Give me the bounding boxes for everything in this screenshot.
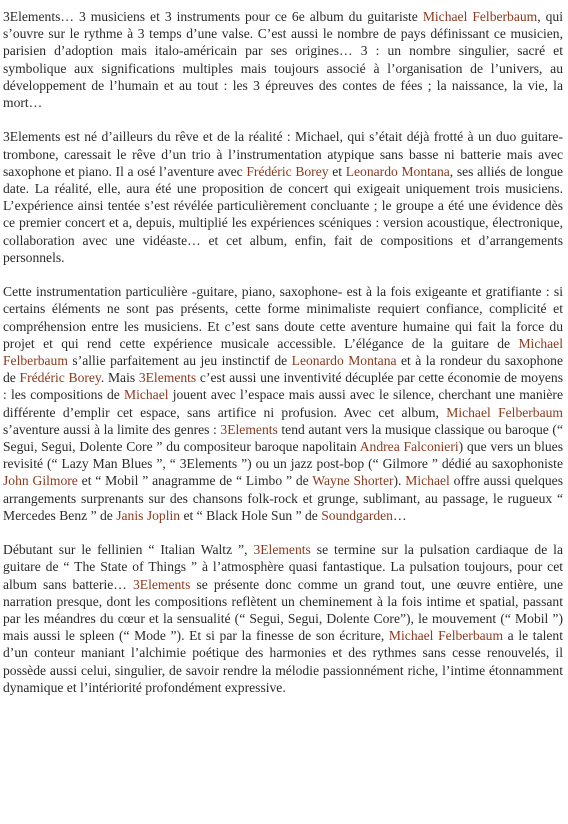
artist-link[interactable]: Michael Felberbaum [388,628,504,644]
paragraph-text: Débutant sur le fellinien “ Italian Waltz ”, [3,542,254,558]
artist-link[interactable]: Michael Felberbaum [3,335,563,369]
paragraph-text: se termine sur la pulsation cardiaque de la guitare de “ The State of Things ” à l’atmosphère quasi fantastique. La pulsation toujours, pour cet album sans batterie… [3,542,563,592]
paragraph-text: , ses alliés de longue date. La réalité, elle, aura été une proposition de concert qui exigeait uniquement trois musiciens. L’expérience ainsi tentée s’est révélée particulièrement concluante ; le groupe a été une évidence dès ce premier concert et a, depuis, multiplié les expériences scéniques : version acoustique, électronique, collaboration avec une vidéaste… et cet album, enfin, fait de compositions et d’arrangements personnels. [3,163,563,265]
artist-link[interactable]: Leonardo Montana [345,163,450,179]
artist-link[interactable]: Michael [405,473,450,489]
artist-link[interactable]: Michael Felberbaum [446,404,563,420]
article-body [3,8,563,713]
paragraph-text: se présente donc comme un grand tout, une œuvre entière, une narration presque, dont les compositions reflètent un cheminement à la fois intime et spatial, passant par les méandres du cœur et la sensualité (“ Segui, Segui, Dolente Core”), le mouvement (“ Mobil ”) mais aussi le spleen (“ Mode ”). Et si par la finesse de son écriture, [3,576,563,644]
artist-link[interactable]: Frédéric Borey [246,163,329,179]
paragraph [3,128,563,266]
paragraph-text: Cette instrumentation particulière -guitare, piano, saxophone- est à la fois exigeante et gratifiante : si certains éléments ne sont pas présents, cette forme minimaliste requiert confiance, complicité et compréhension entre les musiciens. Et c’est sans doute cette aventure humaine qui fait la force du projet et qui rend cette expérience musicale accessible. L’élégance de la guitare de [3,284,563,351]
artist-link[interactable]: Soundgarden [321,507,393,523]
paragraph-text: et “ Black Hole Sun ” de [180,507,322,523]
paragraph-text: offre aussi quelques arrangements surprenants sur des chansons folk-rock et grunge, sublimant, au passage, le rugueux “ Mercedes Benz ” de [3,473,564,523]
artist-link[interactable]: 3Elements [220,421,278,437]
paragraph-text: 3Elements… 3 musiciens et 3 instruments pour ce 6e album du guitariste [3,9,423,24]
artist-link[interactable]: Janis Joplin [116,507,181,523]
artist-link[interactable]: Frédéric Borey [19,370,101,386]
paragraph-text: ). [393,473,406,489]
paragraph-text: c’est aussi une inventivité décuplée par cette économie de moyens : les compositions de [3,370,564,403]
artist-link[interactable]: Michael Felberbaum [422,9,538,24]
paragraph-text: , qui s’ouvre sur le rythme à 3 temps d’une valse. C’est aussi le nombre de pays définissant ce musicien, parisien d’adoption mais italo-américain par ses origines… 3 : un nombre singulier, sacré et symbolique aux significations multiples mais toujours associé à l’organisation de l’univers, au développement de l’humain et au tout : les 3 épreuves des contes de fées ; la naissance, la vie, la mort… [3,9,564,111]
paragraph-text: . Mais [100,370,139,386]
artist-link[interactable]: John Gilmore [3,473,78,489]
paragraph [3,541,563,696]
artist-link[interactable]: Wayne Shorter [312,473,394,489]
artist-link[interactable]: Leonardo Montana [291,353,397,369]
paragraph [3,8,563,111]
paragraph-text: s’allie parfaitement au jeu instinctif de [67,353,292,369]
paragraph-text: ) que vers un blues revisité (“ Lazy Man Blues ”, “ 3Elements ”) ou un jazz post-bop (“ Gilmore ” dédié au saxophoniste [3,439,563,472]
artist-link[interactable]: 3Elements [138,370,197,386]
paragraph-text: jouent avec l’espace mais aussi avec le silence, cherchant une manière différente d’emplir cet espace, sans artifice ni profusion. Avec cet album, [3,387,563,420]
artist-link[interactable]: Andrea Falconieri [359,439,459,455]
paragraph-text: a le talent d’un conteur maniant l’alchimie poétique des harmonies et des rythmes sans cesse renouvelés, il possède aussi celui, singulier, de savoir rendre la mélodie passionnément riche, l’intime étonnamment dynamique et l’intériorité profondément expressive. [3,628,563,695]
paragraph-text: … [392,507,407,523]
artist-link[interactable]: 3Elements [253,542,311,558]
paragraph-text: et [328,163,346,179]
paragraph-text: 3Elements est né d’ailleurs du rêve et de la réalité : Michael, qui s’était déjà frotté à un duo guitare-trombone, caressait le rêve d’un trio à l’instrumentation atypique sans basse ni batterie mais avec saxophone et piano. Il a osé l’aventure avec [3,129,563,179]
artist-link[interactable]: 3Elements [132,576,191,592]
paragraph-text: et à la rondeur du saxophone de [3,353,563,386]
paragraph-text: et “ Mobil ” anagramme de “ Limbo ” de [77,473,313,489]
paragraph [3,283,563,524]
artist-link[interactable]: Michael [123,387,169,403]
paragraph-text: tend autant vers la musique classique ou baroque (“ Segui, Segui, Dolente Core ” du compositeur baroque napolitain [3,421,563,455]
paragraph-text: s’aventure aussi à la limite des genres : [3,421,221,437]
